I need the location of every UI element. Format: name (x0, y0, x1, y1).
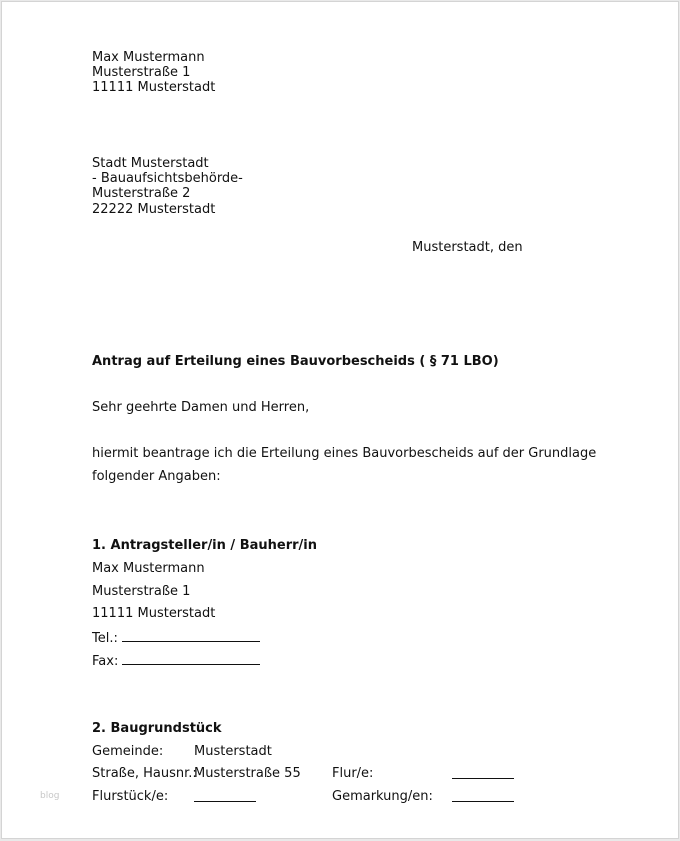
sender-street: Musterstraße 1 (92, 65, 191, 80)
subject-heading: Antrag auf Erteilung eines Bauvorbescheids ( § 71 LBO) (92, 354, 499, 369)
sender-name: Max Mustermann (92, 50, 205, 65)
flurstueck-blank (194, 789, 256, 802)
fax-label: Fax: (92, 654, 119, 669)
strasse-label: Straße, Hausnr.: (92, 766, 197, 781)
section1-heading: 1. Antragsteller/in / Bauherr/in (92, 538, 317, 553)
body-line-1: hiermit beantrage ich die Erteilung eines Bauvorbescheids auf der Grundlage (92, 446, 597, 461)
watermark-text: blog (40, 791, 60, 801)
tel-label: Tel.: (92, 631, 118, 646)
flur-label: Flur/e: (332, 766, 374, 781)
flurstueck-blank-wrap (194, 789, 256, 806)
recipient-city: 22222 Musterstadt (92, 202, 216, 217)
gemarkung-blank (452, 789, 514, 802)
recipient-line1: Stadt Musterstadt (92, 156, 209, 171)
sender-city: 11111 Musterstadt (92, 80, 216, 95)
flur-blank-wrap (452, 766, 514, 783)
tel-blank (122, 629, 260, 642)
applicant-city: 11111 Musterstadt (92, 606, 216, 621)
fax-blank (122, 652, 260, 665)
applicant-name: Max Mustermann (92, 561, 205, 576)
fax-row (92, 652, 260, 669)
recipient-street: Musterstraße 2 (92, 186, 191, 201)
flurstueck-label: Flurstück/e: (92, 789, 169, 804)
body-line-2: folgender Angaben: (92, 469, 221, 484)
gemeinde-label: Gemeinde: (92, 744, 164, 759)
section2-heading: 2. Baugrundstück (92, 721, 222, 736)
applicant-street: Musterstraße 1 (92, 584, 191, 599)
gemarkung-blank-wrap (452, 789, 514, 806)
recipient-line2: - Bauaufsichtsbehörde- (92, 171, 243, 186)
document-page (1, 1, 679, 839)
gemeinde-value: Musterstadt (194, 744, 272, 759)
gemarkung-label: Gemarkung/en: (332, 789, 433, 804)
salutation: Sehr geehrte Damen und Herren, (92, 400, 310, 415)
date-line: Musterstadt, den (412, 240, 523, 255)
tel-row (92, 629, 260, 646)
flur-blank (452, 766, 514, 779)
strasse-value: Musterstraße 55 (194, 766, 301, 781)
